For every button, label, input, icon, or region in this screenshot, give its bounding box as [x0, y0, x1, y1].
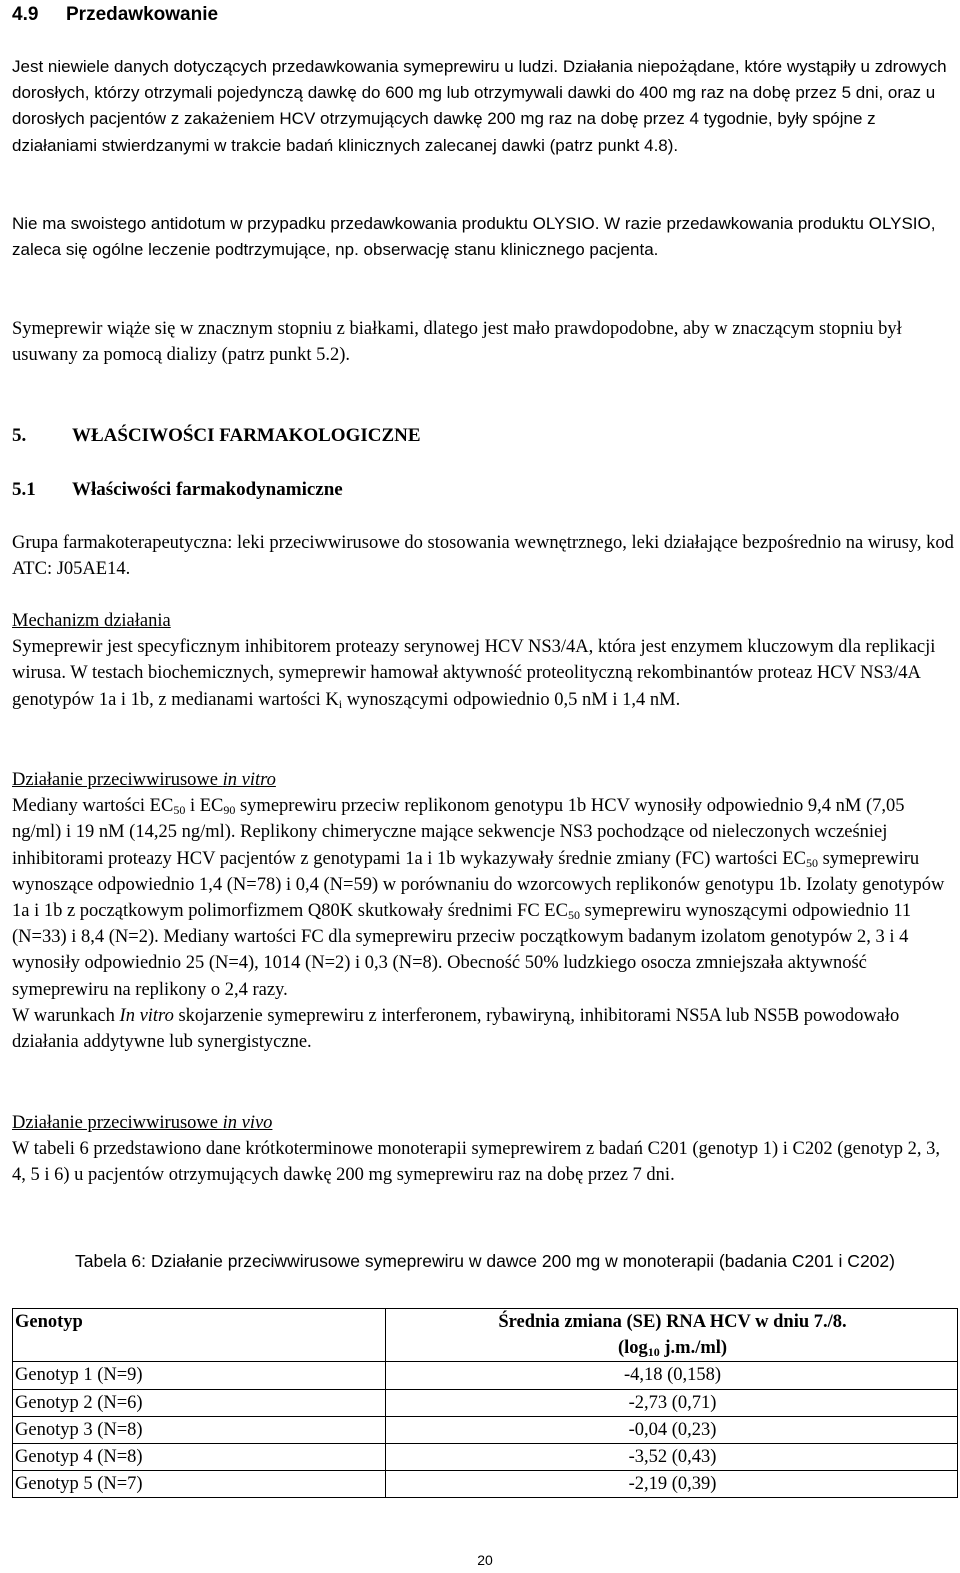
- header-genotype: Genotyp: [13, 1309, 386, 1362]
- overdose-paragraph-3: Symeprewir wiąże się w znacznym stopniu z białkami, dlatego jest mało prawdopodobne, aby w znaczącym stopniu był usuwany za pomocą dializy (patrz punkt 5.2).: [12, 319, 902, 366]
- atc-paragraph: Grupa farmakoterapeutyczna: leki przeciwwirusowe do stosowania wewnętrznego, leki działające bezpośrednio na wirusy, kod ATC: J05AE14.: [12, 533, 954, 580]
- table-row: Genotyp 5 (N=7) -2,19 (0,39): [13, 1471, 958, 1498]
- section-title: WŁAŚCIWOŚCI FARMAKOLOGICZNE: [72, 425, 421, 446]
- section-number: 5.1: [12, 479, 36, 500]
- table-row: Genotyp 4 (N=8) -3,52 (0,43): [13, 1444, 958, 1471]
- mechanism-heading: Mechanizm działania: [12, 611, 171, 631]
- mechanism-text: Symeprewir jest specyficznym inhibitorem proteazy serynowej HCV NS3/4A, która jest enzymem kluczowym dla replikacji wirusa. W testach biochemicznych, symeprewir hamował aktywność proteolityczną rekombinantów proteaz HCV NS3/4A genotypów 1a i 1b, z medianami wartości $K_i$ wynoszącymi odpowiednio 0,5 nM i 1,4 nM.: [12, 637, 936, 711]
- in-vitro-text: Mediany wartości $EC_{50}$ i $EC_{90}$ symeprewiru przeciw replikonom genotypu 1b HCV wynosiły odpowiednio 9,4 nM (7,05 ng/ml) i 19 nM (14,25 ng/ml). Replikony chimeryczne mające sekwencje NS3 pochodzące od nieleczonych wcześniej inhibitorami proteazy HCV pacjentów z genotypami 1a i 1b wykazywały średnie zmiany (FC) wartości $EC_{50}$ symeprewiru wynoszące odpowiednio 1,4 (N=78) i 0,4 (N=59) w porównaniu do wzorcowych replikonów genotypu 1b. Izolaty genotypów 1a i 1b z początkowym polimorfizmem Q80K skutkowały średnimi FC $EC_{50}$ symeprewiru wynoszącymi odpowiednio 11 (N=33) i 8,4 (N=2). Mediany wartości FC dla symeprewiru przeciw początkowym badanym izolatom genotypów 2, 3 i 4 wynosiły odpowiednio 25 (N=4), 1014 (N=2) i 0,3 (N=8). Obecność 50% ludzkiego osocza zmniejszała aktywność symeprewiru na replikony o 2,4 razy.: [12, 796, 945, 1000]
- table-caption: Tabela 6: Działanie przeciwwirusowe symeprewiru w dawce 200 mg w monoterapii (badania C201 i C202): [75, 1251, 895, 1271]
- overdose-paragraph-1: Jest niewiele danych dotyczących przedawkowania symeprewiru u ludzi. Działania niepożądane, które wystąpiły u zdrowych dorosłych, którzy otrzymali pojedynczą dawkę do 600 mg lub otrzymywali dawki do 400 mg raz na dobę przez 5 dni, oraz u dorosłych pacjentów z zakażeniem HCV otrzymujących dawkę 200 mg raz na dobę przez 4 tygodnie, były spójne z działaniami stwierdzanymi w trakcie badań klinicznych zalecanej dawki (patrz punkt 4.8).: [12, 57, 947, 155]
- results-table: [12, 1308, 958, 1498]
- in-vitro-heading: Działanie przeciwwirusowe in vitro: [12, 770, 276, 790]
- table-row: Genotyp 1 (N=9) -4,18 (0,158): [13, 1362, 958, 1389]
- table-row: Genotyp 2 (N=6) -2,73 (0,71): [13, 1389, 958, 1416]
- section-number: 4.9: [12, 4, 39, 25]
- section-title: Właściwości farmakodynamiczne: [72, 479, 343, 500]
- in-vitro-block: [12, 767, 958, 1055]
- section-number: 5.: [12, 425, 27, 446]
- header-mean-change: Średnia zmiana (SE) RNA HCV w dniu 7./8. ($\log_{10}$ j.m./ml): [386, 1309, 958, 1362]
- page-number: 20: [477, 1552, 493, 1568]
- table-header-row: [13, 1309, 958, 1362]
- mechanism-block: [12, 608, 958, 713]
- in-vivo-heading: Działanie przeciwwirusowe in vivo: [12, 1113, 273, 1133]
- table-row: Genotyp 3 (N=8) -0,04 (0,23): [13, 1416, 958, 1443]
- in-vivo-text: W tabeli 6 przedstawiono dane krótkoterminowe monoterapii symeprewirem z badań C201 (genotyp 1) i C202 (genotyp 2, 3, 4, 5 i 6) u pacjentów otrzymujących dawkę 200 mg symeprewiru raz na dobę przez 7 dni.: [12, 1139, 941, 1186]
- in-vitro-synergy-text: W warunkach In vitro skojarzenie symeprewiru z interferonem, rybawiryną, inhibitorami NS5A lub NS5B powodowało działania addytywne lub synergistyczne.: [12, 1005, 900, 1053]
- section-heading-4-9: [12, 2, 218, 28]
- section-title: Przedawkowanie: [66, 4, 219, 25]
- section-heading-5-1: [12, 477, 343, 503]
- section-heading-5: [12, 423, 421, 449]
- overdose-paragraph-2: Nie ma swoistego antidotum w przypadku przedawkowania produktu OLYSIO. W razie przedawkowania produktu OLYSIO, zaleca się ogólne leczenie podtrzymujące, np. obserwację stanu klinicznego pacjenta.: [12, 214, 936, 260]
- in-vivo-block: [12, 1110, 958, 1189]
